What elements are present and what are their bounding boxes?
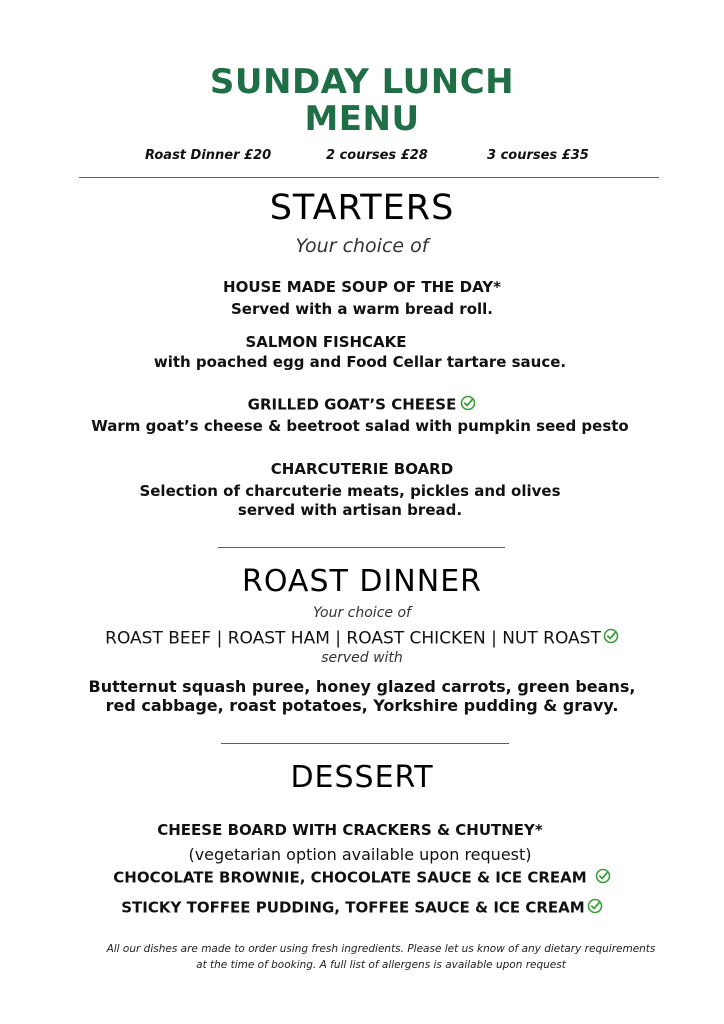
starter-soup-name: HOUSE MADE SOUP OF THE DAY*: [223, 278, 501, 296]
roast-served-with: served with: [321, 650, 403, 666]
starter-goats-cheese: [0, 395, 724, 415]
dessert-sticky-toffee: [0, 898, 724, 918]
roast-options-text: ROAST BEEF | ROAST HAM | ROAST CHICKEN | NUT ROAST: [105, 628, 601, 649]
starters-heading: STARTERS: [269, 188, 455, 228]
footer-line1: All our dishes are made to order using fresh ingredients. Please let us know of any dietary requirements: [106, 943, 656, 955]
dessert-sticky-toffee-name: STICKY TOFFEE PUDDING, TOFFEE SAUCE & ICE CREAM: [121, 898, 585, 917]
dessert-brownie-name: CHOCOLATE BROWNIE, CHOCOLATE SAUCE & ICE CREAM: [113, 868, 587, 887]
menu-title-line2: MENU: [304, 99, 420, 139]
starter-soup-desc: Served with a warm bread roll.: [230, 300, 493, 318]
roast-sides-line2: red cabbage, roast potatoes, Yorkshire pudding & gravy.: [105, 696, 619, 715]
price-three-courses: 3 courses £35: [487, 148, 589, 163]
price-roast-dinner: Roast Dinner £20: [145, 148, 272, 163]
starters-divider: [218, 547, 505, 548]
starter-goats-cheese-desc: Warm goat’s cheese & beetroot salad with pumpkin seed pesto: [91, 417, 629, 435]
starter-charcuterie-desc-line2: served with artisan bread.: [237, 501, 463, 519]
dessert-vegetarian-note: (vegetarian option available upon request): [188, 845, 532, 864]
starters-subtitle: Your choice of: [295, 235, 429, 257]
footer-line2: at the time of booking. A full list of allergens is available upon request: [196, 959, 566, 971]
menu-title: [0, 64, 724, 138]
vegetarian-leaf-icon: [595, 868, 611, 888]
starter-charcuterie-desc-line1: Selection of charcuterie meats, pickles and olives: [139, 482, 561, 500]
roast-sides-line1: Butternut squash puree, honey glazed carrots, green beans,: [88, 677, 636, 696]
vegetarian-leaf-icon: [460, 395, 476, 415]
roast-heading: ROAST DINNER: [242, 564, 482, 599]
roast-subtitle: Your choice of: [313, 605, 411, 621]
dessert-brownie: [0, 868, 724, 888]
starter-fishcake-name: SALMON FISHCAKE: [245, 333, 407, 351]
starter-charcuterie-name: CHARCUTERIE BOARD: [270, 460, 454, 478]
vegetarian-leaf-icon: [587, 898, 603, 918]
dessert-cheese-board: CHEESE BOARD WITH CRACKERS & CHUTNEY*: [157, 821, 543, 839]
vegetarian-leaf-icon: [603, 628, 619, 649]
starter-fishcake-desc: with poached egg and Food Cellar tartare sauce.: [153, 353, 567, 371]
roast-options: [0, 628, 724, 649]
menu-title-line1: SUNDAY LUNCH: [209, 62, 515, 102]
starter-goats-cheese-name: GRILLED GOAT’S CHEESE: [247, 395, 457, 414]
roast-divider: [221, 743, 509, 744]
dessert-heading: DESSERT: [290, 760, 434, 795]
price-two-courses: 2 courses £28: [326, 148, 428, 163]
header-divider: [79, 177, 659, 178]
